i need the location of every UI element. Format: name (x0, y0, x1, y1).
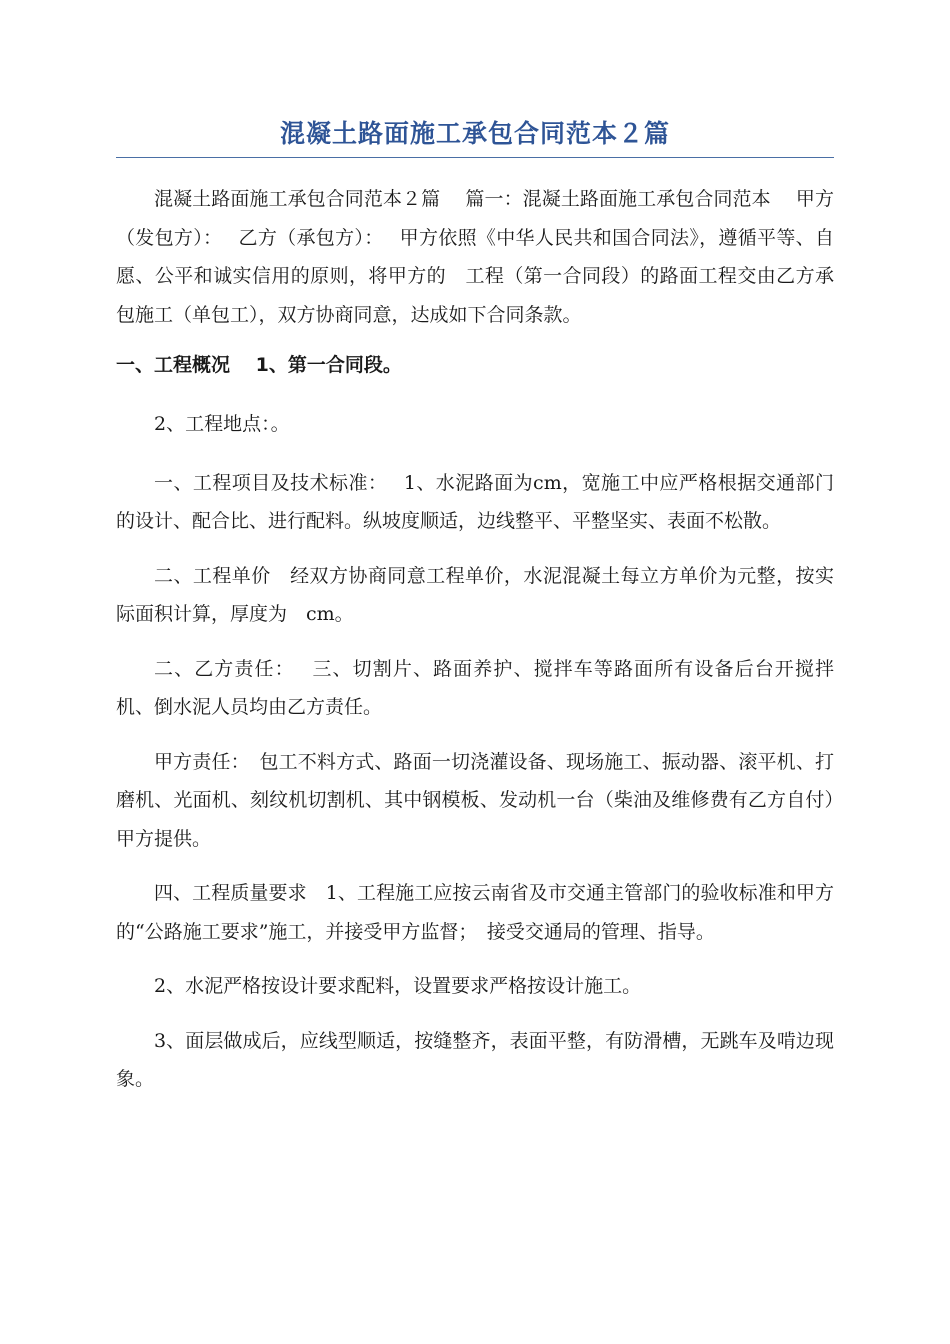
paragraph-surface-finish: 3、面层做成后，应线型顺适，按缝整齐，表面平整，有防滑槽，无跳车及啃边现象。 (116, 1029, 834, 1090)
paragraph-party-b-duty: 二、乙方责任： 三、切割片、路面养护、搅拌车等路面所有设备后台开搅拌机、倒水泥人员均由乙方责任。 (116, 657, 834, 718)
paragraph-intro: 混凝土路面施工承包合同范本２篇 篇一：混凝土路面施工承包合同范本 甲方（发包方）： 乙方（承包方）： 甲方依照《中华人民共和国合同法》，遵循平等、自愿、公平和诚实信用的原则，将甲方的 工程（第一合同段）的路面工程交由乙方承包施工（单包工），双方协商同意，达成如下合同条款。 (116, 188, 834, 326)
document-page (116, 112, 834, 1099)
paragraph-quality-requirements: 四、工程质量要求 1、工程施工应按云南省及市交通主管部门的验收标准和甲方的“公路施工要求”施工，并接受甲方监督； 接受交通局的管理、指导。 (116, 882, 834, 943)
paragraph-location: 2、工程地点：。 (154, 413, 290, 435)
section-heading-overview: 一、工程概况 1、第一合同段。 (116, 354, 402, 376)
paragraph-cement-mix: 2、水泥严格按设计要求配料，设置要求严格按设计施工。 (154, 975, 642, 997)
paragraph-project-standards: 一、工程项目及技术标准： 1、水泥路面为cm，宽施工中应严格根据交通部门的设计、配合比、进行配料。纵坡度顺适，边线整平、平整坚实、表面不松散。 (116, 471, 834, 532)
paragraph-party-a-duty: 甲方责任： 包工不料方式、路面一切浇灌设备、现场施工、振动器、滚平机、打磨机、光面机、刻纹机切割机、其中钢模板、发动机一台（柴油及维修费有乙方自付）甲方提供。 (116, 750, 834, 850)
document-title: 混凝土路面施工承包合同范本２篇 (116, 112, 834, 158)
paragraph-unit-price: 二、工程单价 经双方协商同意工程单价，水泥混凝土每立方单价为元整，按实际面积计算，厚度为 cm。 (116, 564, 834, 625)
